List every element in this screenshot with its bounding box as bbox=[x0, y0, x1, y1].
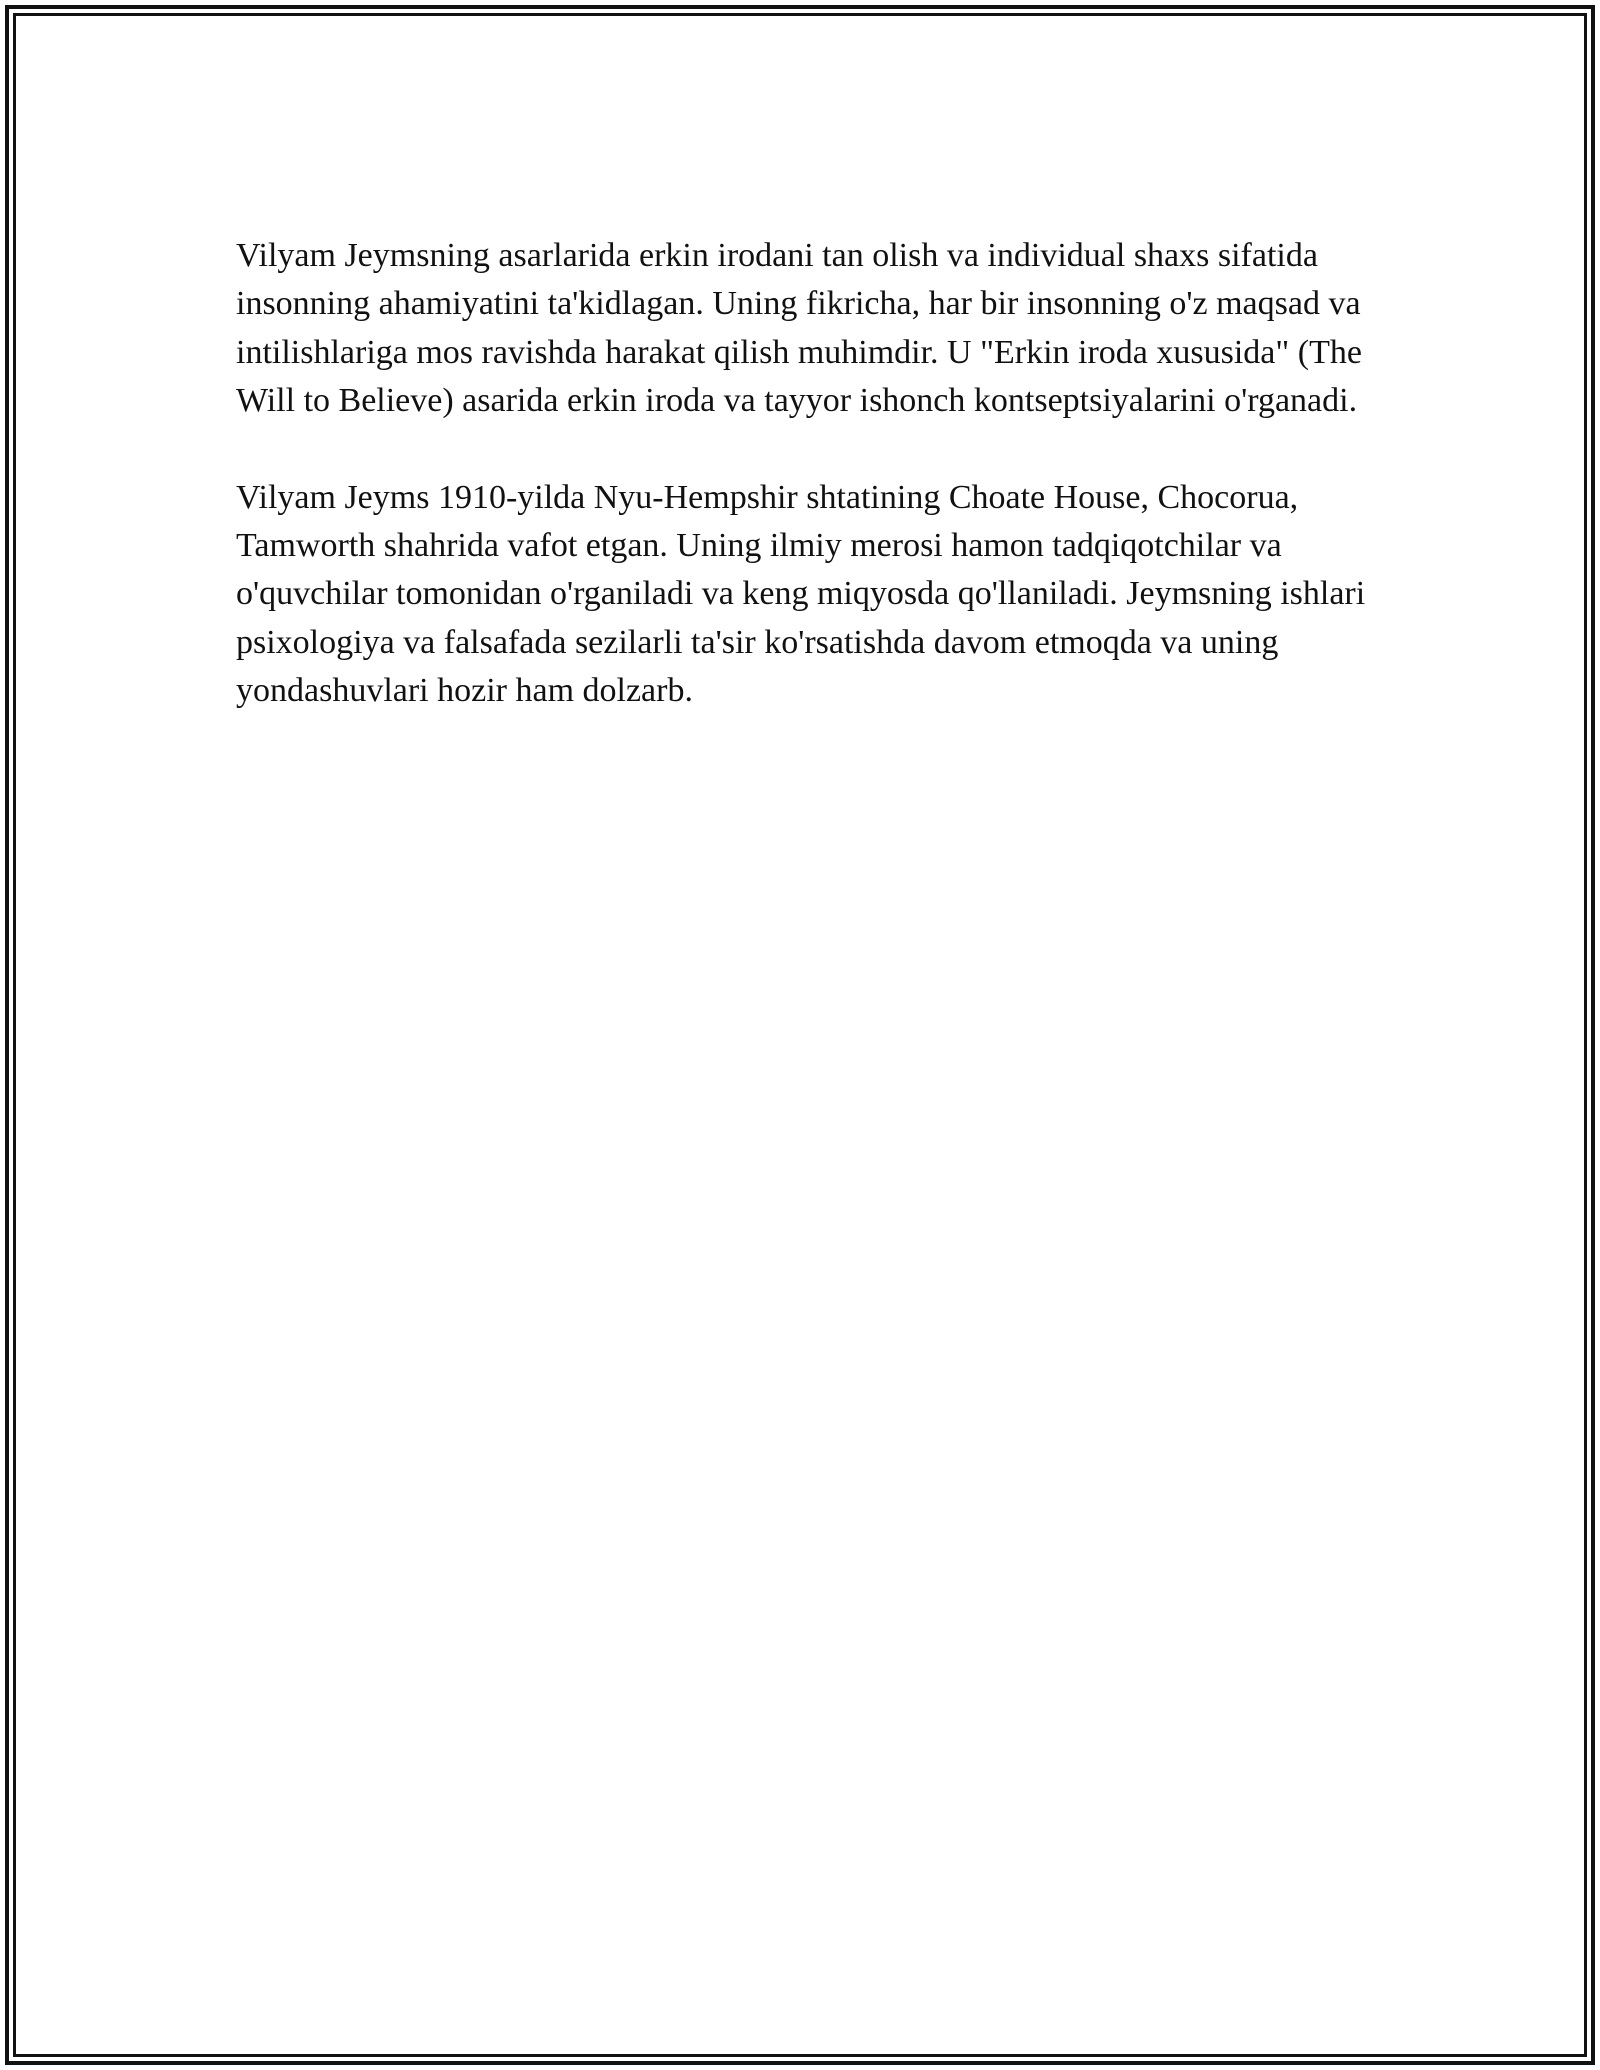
paragraph-death-legacy: Vilyam Jeyms 1910-yilda Nyu-Hempshir shtatining Choate House, Chocorua, Tamworth shahrida vafot etgan. Uning ilmiy merosi hamon tadqiqotchilar va o'quvchilar tomonidan o'rganiladi va keng miqyosda qo'llaniladi. Jeymsning ishlari psixologiya va falsafada sezilarli ta'sir ko'rsatishda davom etmoqda va uning yondashuvlari hozir ham dolzarb. bbox=[236, 478, 1366, 710]
document-body bbox=[236, 232, 1366, 764]
paragraph-free-will: Vilyam Jeymsning asarlarida erkin irodani tan olish va individual shaxs sifatida insonning ahamiyatini ta'kidlagan. Uning fikricha, har bir insonning o'z maqsad va intilishlariga mos ravishda harakat qilish muhimdir. U "Erkin iroda xususida" (The Will to Believe) asarida erkin iroda va tayyor ishonch kontseptsiyalarini o'rganadi. bbox=[236, 237, 1362, 420]
